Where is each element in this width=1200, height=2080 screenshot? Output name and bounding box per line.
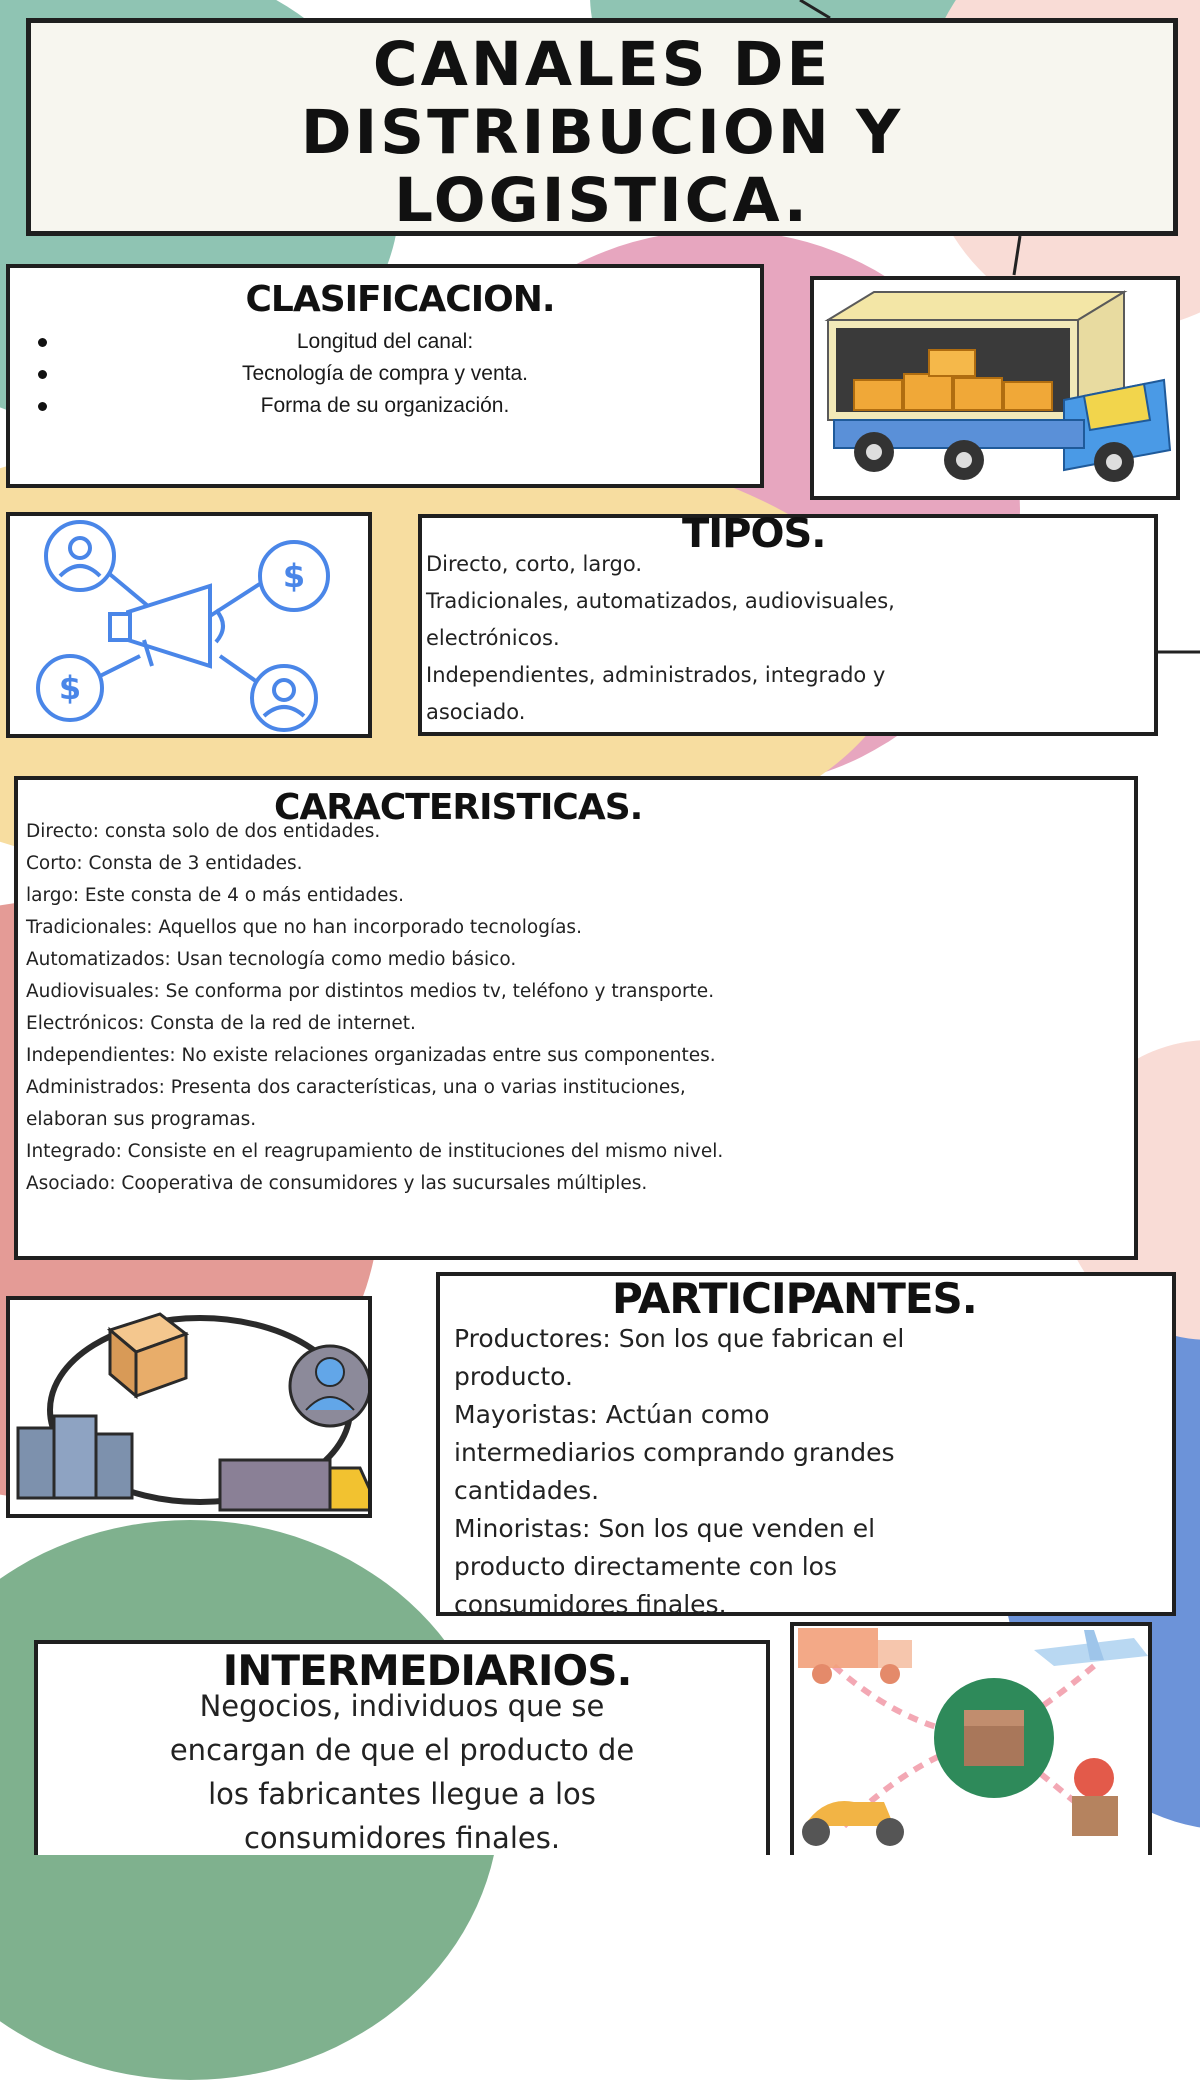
tipos-line: asociado.	[426, 700, 526, 724]
caracteristicas-line: Directo: consta solo de dos entidades.	[26, 821, 381, 842]
caracteristicas-text	[26, 816, 723, 1200]
caracteristicas-line: Corto: Consta de 3 entidades.	[26, 853, 303, 874]
intermediarios-line: Negocios, individuos que se	[199, 1689, 605, 1723]
caracteristicas-line: Asociado: Cooperativa de consumidores y las sucursales múltiples.	[26, 1173, 648, 1194]
title-panel	[26, 18, 1178, 236]
marketing-network-icon	[10, 516, 368, 734]
svg-text:$: $	[58, 669, 82, 707]
svg-text:$: $	[282, 557, 306, 595]
hub-image-panel	[790, 1622, 1152, 1855]
caracteristicas-line: Audiovisuales: Se conforma por distintos medios tv, teléfono y transporte.	[26, 981, 715, 1002]
intermediarios-line: los fabricantes llegue a los	[208, 1777, 596, 1811]
participantes-line: cantidades.	[454, 1476, 600, 1505]
truck-image-panel	[810, 276, 1180, 500]
intermediarios-text	[38, 1684, 766, 1860]
clasificacion-panel	[6, 264, 764, 488]
cycle-image-panel	[6, 1296, 372, 1518]
participantes-line: Productores: Son los que fabrican el	[454, 1324, 905, 1353]
intermediarios-heading: INTERMEDIARIOS.	[222, 1646, 632, 1695]
caracteristicas-line: elaboran sus programas.	[26, 1109, 257, 1130]
tipos-line: Independientes, administrados, integrado y	[426, 663, 886, 687]
delivery-hub-icon	[794, 1626, 1148, 1855]
participantes-text	[454, 1320, 904, 1624]
participantes-line: Minoristas: Son los que venden el	[454, 1514, 876, 1543]
caracteristicas-line: largo: Este consta de 4 o más entidades.	[26, 885, 405, 906]
supply-cycle-icon	[10, 1300, 368, 1514]
participantes-line: consumidores finales.	[454, 1590, 727, 1619]
connector-line-truck	[1014, 236, 1020, 275]
participantes-line: producto.	[454, 1362, 573, 1391]
participantes-line: producto directamente con los	[454, 1552, 837, 1581]
participantes-line: intermediarios comprando grandes	[454, 1438, 895, 1467]
caracteristicas-heading: CARACTERISTICAS.	[274, 787, 643, 828]
tipos-line: Directo, corto, largo.	[426, 552, 642, 576]
tipos-panel	[418, 511, 1158, 736]
delivery-truck-icon	[814, 280, 1176, 496]
list-item: Tecnología de compra y venta.	[10, 358, 760, 390]
caracteristicas-line: Administrados: Presenta dos características, una o varias instituciones,	[26, 1077, 686, 1098]
page-title-line-1: CANALES DE	[372, 29, 832, 100]
caracteristicas-line: Automatizados: Usan tecnología como medio básico.	[26, 949, 517, 970]
clasificacion-heading: CLASIFICACION.	[245, 279, 555, 320]
intermediarios-line: consumidores finales.	[243, 1821, 561, 1855]
participantes-line: Mayoristas: Actúan como	[454, 1400, 770, 1429]
network-image-panel	[6, 512, 372, 738]
caracteristicas-panel	[14, 776, 1138, 1260]
caracteristicas-line: Tradicionales: Aquellos que no han incorporado tecnologías.	[26, 917, 582, 938]
list-item: Forma de su organización.	[10, 390, 760, 422]
caracteristicas-line: Independientes: No existe relaciones organizadas entre sus componentes.	[26, 1045, 716, 1066]
participantes-heading: PARTICIPANTES.	[612, 1274, 977, 1323]
participantes-panel	[436, 1272, 1176, 1619]
tipos-line: electrónicos.	[426, 626, 560, 650]
page-title	[31, 23, 1173, 235]
intermediarios-line: encargan de que el producto de	[169, 1733, 635, 1767]
page-title-line-2: DISTRIBUCION Y	[300, 97, 904, 168]
caracteristicas-line: Electrónicos: Consta de la red de internet.	[26, 1013, 416, 1034]
list-item: Longitud del canal:	[10, 326, 760, 358]
intermediarios-panel	[34, 1640, 770, 1855]
page-title-line-3: LOGISTICA.	[394, 165, 810, 236]
tipos-heading: TIPOS.	[682, 511, 826, 557]
tipos-line: Tradicionales, automatizados, audiovisuales,	[426, 589, 895, 613]
clasificacion-list	[10, 326, 760, 422]
connector-line-top	[800, 0, 830, 18]
caracteristicas-line: Integrado: Consiste en el reagrupamiento de instituciones del mismo nivel.	[26, 1141, 724, 1162]
tipos-text	[426, 546, 895, 731]
